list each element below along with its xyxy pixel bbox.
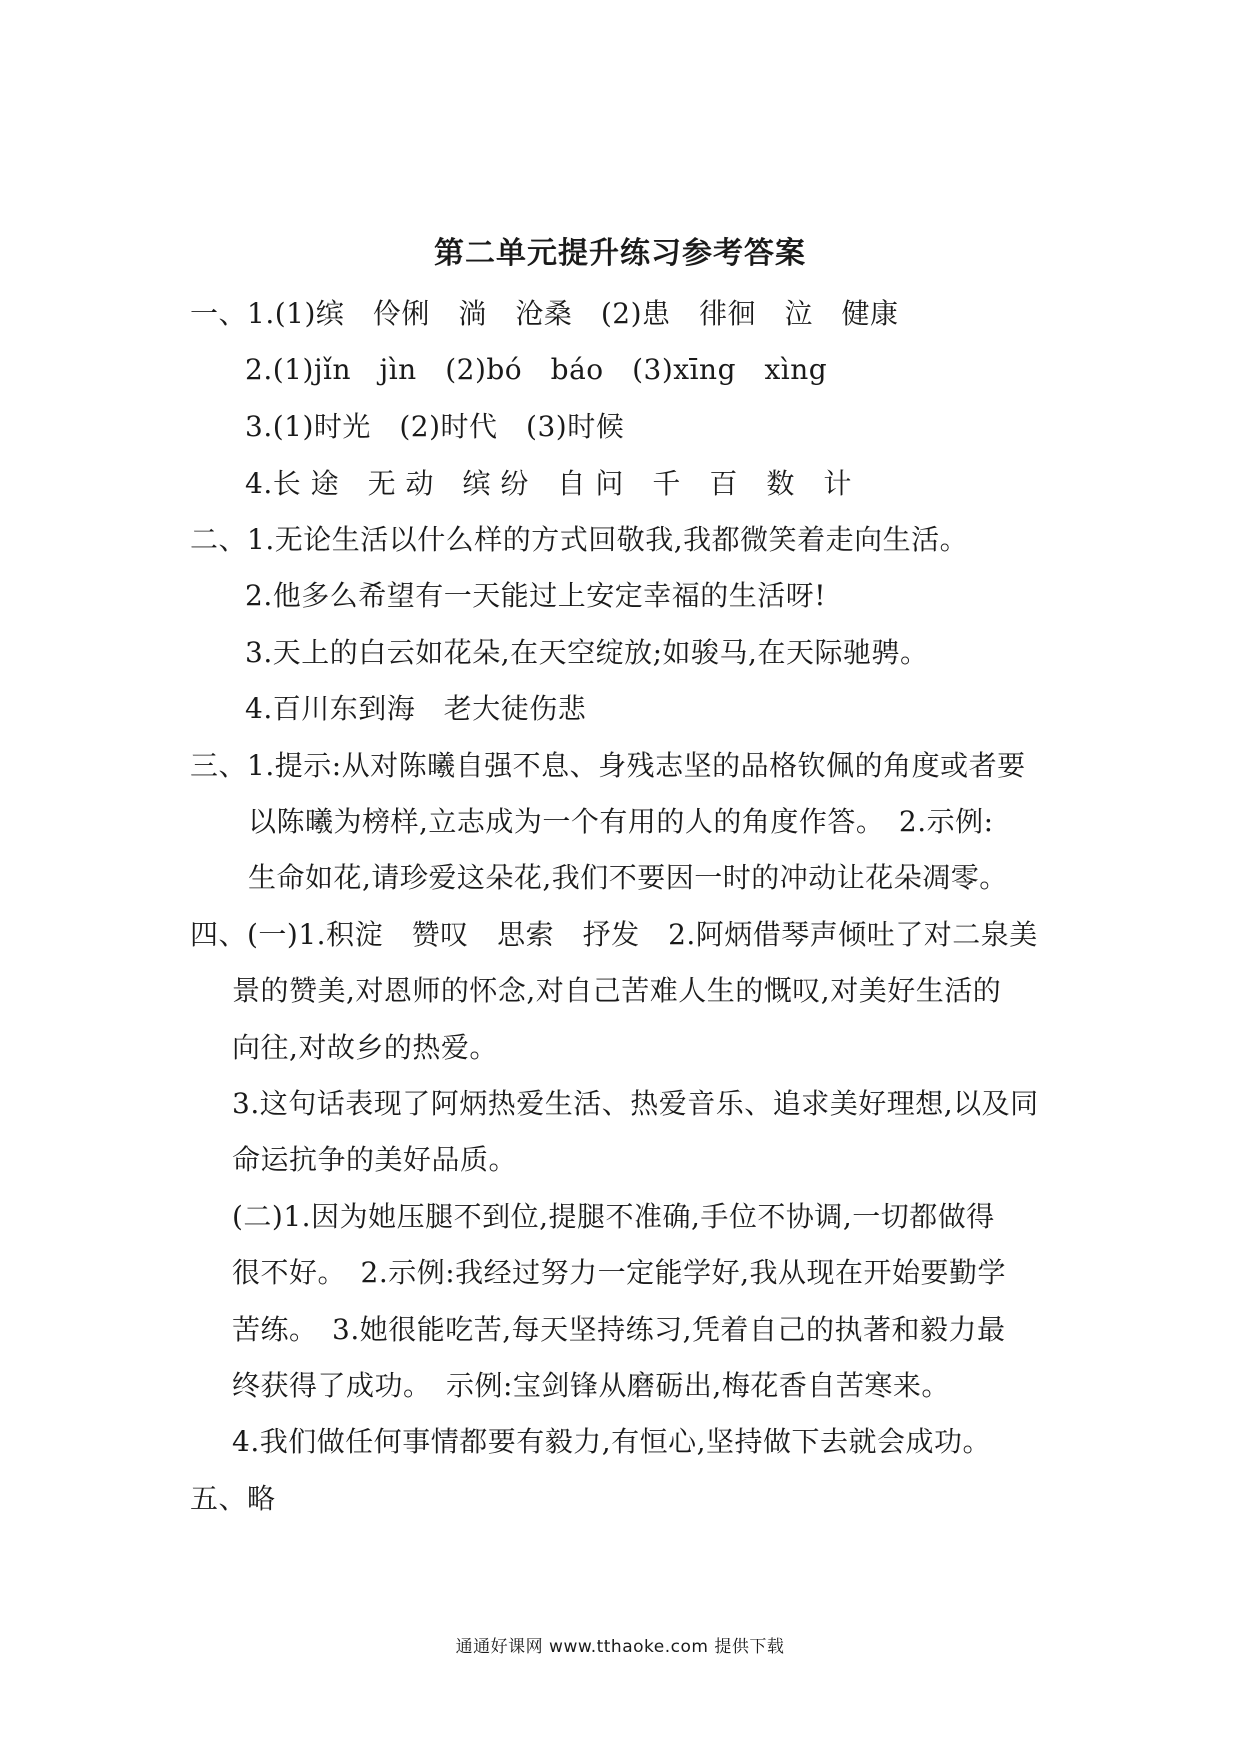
answer-line: 一、1.(1)缤 伶俐 淌 沧桑 (2)患 徘徊 泣 健康 [190,297,899,330]
answer-line: 苦练。 3.她很能吃苦,每天坚持练习,凭着自己的执著和毅力最 [232,1313,1006,1346]
answer-line: 3.这句话表现了阿炳热爱生活、热爱音乐、追求美好理想,以及同 [232,1087,1039,1120]
answer-line: 五、略 [190,1482,276,1515]
answer-line: 3.天上的白云如花朵,在天空绽放;如骏马,在天际驰骋。 [245,636,929,669]
answer-line: 生命如花,请珍爱这朵花,我们不要因一时的冲动让花朵凋零。 [248,861,1008,894]
answer-line: (二)1.因为她压腿不到位,提腿不准确,手位不协调,一切都做得 [232,1200,995,1233]
answer-line: 4.我们做任何事情都要有毅力,有恒心,坚持做下去就会成功。 [232,1425,992,1458]
answer-line: 三、1.提示:从对陈曦自强不息、身残志坚的品格钦佩的角度或者要 [190,749,1026,782]
answer-line: 终获得了成功。 示例:宝剑锋从磨砺出,梅花香自苦寒来。 [232,1369,950,1402]
answer-line: 向往,对故乡的热爱。 [232,1031,498,1064]
answer-line: 命运抗争的美好品质。 [232,1143,518,1176]
answer-line: 2.(1)jǐn jìn (2)bó báo (3)xīng xìng [245,353,828,386]
answer-line: 很不好。 2.示例:我经过努力一定能学好,我从现在开始要勤学 [232,1256,1007,1289]
answer-line: 3.(1)时光 (2)时代 (3)时候 [245,410,625,443]
answer-line: 二、1.无论生活以什么样的方式回敬我,我都微笑着走向生活。 [190,523,969,556]
answer-line: 景的赞美,对恩师的怀念,对自己苦难人生的慨叹,对美好生活的 [232,974,1002,1007]
page-title: 第二单元提升练习参考答案 [434,236,806,271]
answer-line: 4.百川东到海 老大徒伤悲 [245,692,587,725]
answer-line: 四、(一)1.积淀 赞叹 思索 抒发 2.阿炳借琴声倾吐了对二泉美 [190,918,1038,951]
answer-line: 2.他多么希望有一天能过上安定幸福的生活呀! [245,579,826,612]
footer-watermark: 通通好课网 www.tthaoke.com 提供下载 [455,1637,785,1657]
answer-line: 以陈曦为榜样,立志成为一个有用的人的角度作答。 2.示例: [248,805,994,838]
answer-line: 4.长 途 无 动 缤 纷 自 问 千 百 数 计 [245,467,852,500]
